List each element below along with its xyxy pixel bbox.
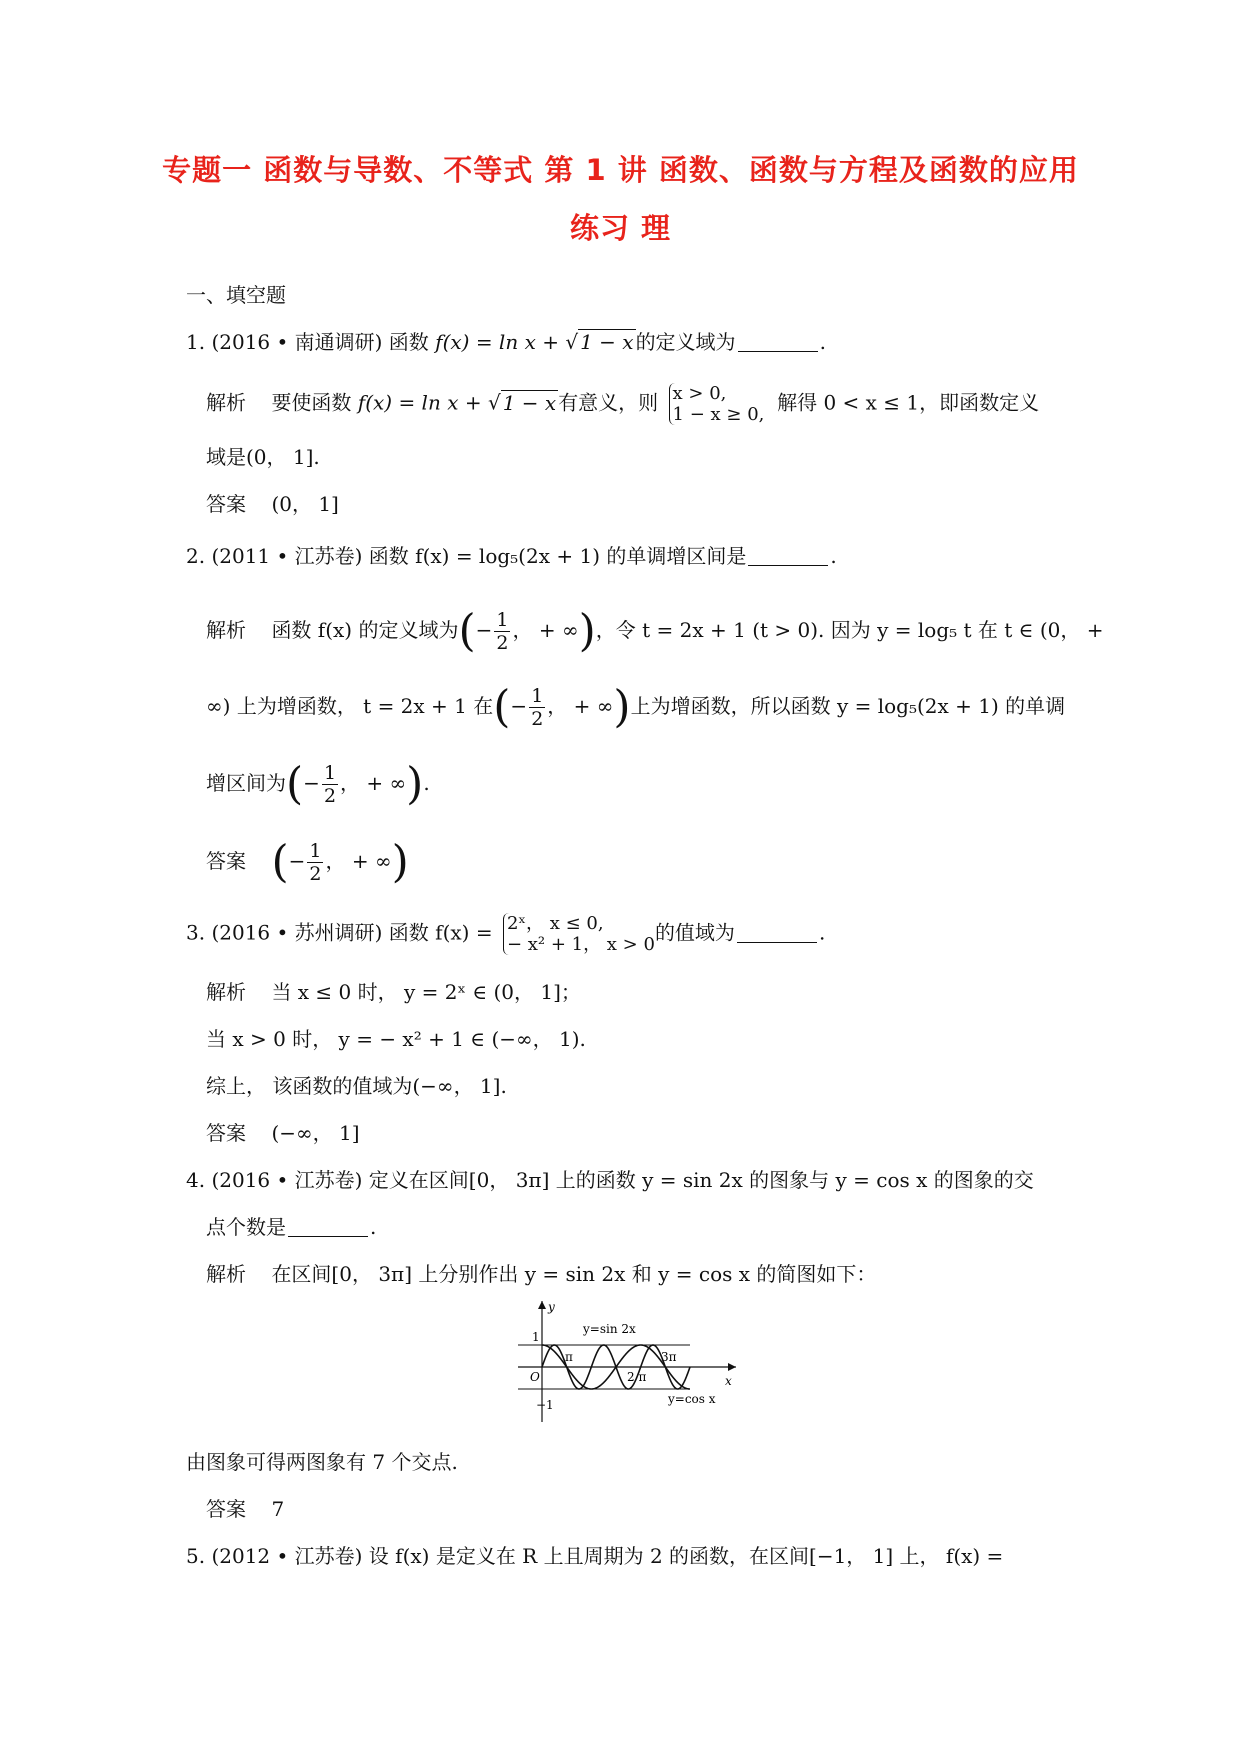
q1-cond-2: 1 − x ≥ 0, bbox=[672, 404, 765, 425]
q3-answer bbox=[206, 1121, 360, 1145]
section-heading: 一、填空题 bbox=[186, 283, 286, 307]
q1-answer-blank bbox=[738, 333, 818, 352]
q1-analysis-label: 解析 bbox=[206, 390, 246, 415]
graph-label-x: x bbox=[725, 1374, 732, 1388]
q1-analysis-c: 解得 0 < x ≤ 1，即函数定义 bbox=[777, 390, 1040, 415]
q4-answer-label: 答案 bbox=[206, 1497, 246, 1521]
x-axis-arrow bbox=[728, 1363, 736, 1371]
graph-label-y: y bbox=[548, 1300, 555, 1314]
title-line-2: 练习 理 bbox=[569, 211, 672, 245]
q3-end: . bbox=[818, 920, 826, 945]
q2-a1: 函数 f(x) 的定义域为 bbox=[271, 618, 459, 642]
graph-label-three-pi: 3π bbox=[661, 1350, 677, 1364]
q2-c-fraction bbox=[322, 762, 338, 807]
q2-answer-blank bbox=[748, 547, 828, 566]
q2-c-frac-num: 1 bbox=[323, 762, 337, 784]
q1-analysis-fx: f(x) = ln x + bbox=[357, 390, 488, 415]
q4-answer-blank bbox=[288, 1218, 368, 1237]
q2-b-fraction bbox=[529, 685, 545, 730]
q2-c-frac-den: 2 bbox=[323, 785, 337, 807]
q3-piece-1: 2ˣ， x ≤ 0, bbox=[506, 913, 604, 934]
q2-c1: 增区间为 bbox=[206, 771, 286, 795]
q4-analysis-label: 解析 bbox=[206, 1262, 246, 1286]
q3-answer-label: 答案 bbox=[206, 1121, 246, 1145]
q2-c-paren-close: ) bbox=[406, 758, 424, 810]
sin-cos-graph bbox=[510, 1297, 740, 1427]
q3-stem-text: 3. (2016 • 苏州调研) 函数 f(x) = bbox=[186, 920, 493, 945]
q2-b1: ∞) 上为增函数， t = 2x + 1 在 bbox=[206, 694, 494, 718]
q1-answer bbox=[206, 492, 339, 516]
q3-stem bbox=[186, 913, 825, 955]
q4-conclusion: 由图象可得两图象有 7 个交点. bbox=[186, 1450, 458, 1474]
q1-analysis-d: 域是(0， 1]. bbox=[206, 445, 320, 469]
graph-label-one: 1 bbox=[532, 1330, 540, 1344]
q3-answer-value: (−∞， 1] bbox=[271, 1121, 360, 1145]
q2-stem bbox=[186, 544, 837, 568]
q1-analysis-b: 有意义，则 bbox=[558, 390, 659, 415]
q2-ans-inf: ， + ∞ bbox=[325, 849, 392, 873]
q2-ans-paren-open: ( bbox=[271, 836, 289, 888]
q4-stem-2 bbox=[206, 1215, 376, 1239]
q1-answer-label: 答案 bbox=[206, 492, 246, 516]
q4-analysis bbox=[206, 1262, 876, 1286]
q4-answer-value: 7 bbox=[271, 1497, 285, 1521]
q3-answer-blank bbox=[737, 924, 817, 943]
q1-function: f(x) = ln x + bbox=[435, 330, 566, 354]
q2-analysis-line-2 bbox=[206, 681, 1065, 731]
q2-ans-fraction bbox=[307, 840, 323, 885]
q2-b-inf: ， + ∞ bbox=[547, 694, 614, 718]
q4-answer bbox=[206, 1497, 284, 1521]
q4-stem-1: 4. (2016 • 江苏卷) 定义在区间[0， 3π] 上的函数 y = sin 2x 的图象与 y = cos x 的图象的交 bbox=[186, 1168, 1034, 1192]
q1-cond-1: x > 0, bbox=[672, 383, 727, 404]
graph-label-pi: π bbox=[565, 1350, 573, 1364]
q2-b-frac-den: 2 bbox=[531, 708, 544, 730]
q2-ans-frac-den: 2 bbox=[309, 863, 322, 885]
q1-answer-value: (0， 1] bbox=[271, 492, 339, 516]
q1-sqrt: 1 − x bbox=[580, 330, 634, 354]
q3-analysis-1 bbox=[206, 980, 581, 1004]
q2-inf: ， + ∞ bbox=[512, 618, 579, 642]
q1-analysis-a: 要使函数 bbox=[271, 390, 358, 415]
q2-minus: − bbox=[475, 618, 493, 642]
q3-piecewise bbox=[503, 913, 655, 955]
q2-analysis-label: 解析 bbox=[206, 618, 246, 642]
title-line-1: 专题一 函数与导数、不等式 第 1 讲 函数、函数与方程及函数的应用 bbox=[162, 153, 1079, 187]
q1-end: . bbox=[819, 330, 826, 354]
q2-frac-den: 2 bbox=[496, 632, 509, 654]
q2-b-frac-num: 1 bbox=[531, 685, 544, 707]
q2-ans-minus: − bbox=[288, 849, 306, 873]
q1-analysis: 解析 要使函数 f(x) = ln x + √ 1 − x 有意义，则 x > 0, 1 − x ≥ 0, 解得 0 < x ≤ 1，即函数定义 bbox=[206, 383, 1040, 425]
q2-fraction bbox=[494, 609, 510, 654]
graph-label-origin: O bbox=[530, 1370, 540, 1384]
graph-label-neg-one: −1 bbox=[536, 1398, 554, 1412]
q3-l1: 当 x ≤ 0 时， y = 2ˣ ∈ (0， 1]； bbox=[271, 980, 581, 1004]
q2-paren-close: ) bbox=[578, 605, 596, 657]
q4-a1: 在区间[0， 3π] 上分别作出 y = sin 2x 和 y = cos x 的简图如下： bbox=[271, 1262, 877, 1286]
q2-ans-frac-num: 1 bbox=[309, 840, 322, 862]
q2-analysis-line-1 bbox=[206, 605, 1103, 655]
graph-label-sin: y=sin 2x bbox=[583, 1322, 636, 1336]
q2-answer-label: 答案 bbox=[206, 849, 246, 873]
q2-analysis-line-3 bbox=[206, 758, 430, 808]
q2-end: . bbox=[830, 544, 837, 568]
y-axis-arrow bbox=[538, 1301, 546, 1309]
q2-b-paren-open: ( bbox=[493, 681, 511, 733]
q2-c2: . bbox=[423, 771, 430, 795]
q1-stem: 1. (2016 • 南通调研) 函数 f(x) = ln x + √ 1 − x 的定义域为 . bbox=[186, 330, 826, 354]
q3-piece-2: − x² + 1， x > 0 bbox=[506, 934, 655, 955]
graph-label-two-pi: 2 π bbox=[627, 1370, 647, 1384]
q2-a2: ，令 t = 2x + 1 (t > 0). 因为 y = log₅ t 在 t ∈ (0， + bbox=[595, 618, 1104, 642]
q1-stem-suffix: 的定义域为 bbox=[635, 330, 736, 354]
q1-condition-brace bbox=[669, 383, 765, 425]
q3-analysis-2: 当 x > 0 时， y = − x² + 1 ∈ (−∞， 1). bbox=[206, 1027, 586, 1051]
q2-c-inf: ， + ∞ bbox=[340, 771, 407, 795]
q3-analysis-3: 综上， 该函数的值域为(−∞， 1]. bbox=[206, 1074, 507, 1098]
q3-suffix: 的值域为 bbox=[654, 920, 735, 945]
q5-stem: 5. (2012 • 江苏卷) 设 f(x) 是定义在 R 上且周期为 2 的函数，在区间[−1， 1] 上， f(x) = bbox=[186, 1544, 1004, 1568]
q2-frac-num: 1 bbox=[496, 609, 509, 631]
q4-stem2-text: 点个数是 bbox=[206, 1215, 286, 1239]
q2-c-minus: − bbox=[303, 771, 320, 795]
q1-analysis-sqrt: 1 − x bbox=[502, 390, 557, 415]
q2-ans-paren-close: ) bbox=[391, 836, 409, 888]
q3-analysis-label: 解析 bbox=[206, 980, 246, 1004]
q2-b-minus: − bbox=[510, 694, 528, 718]
q2-c-paren-open: ( bbox=[286, 758, 304, 810]
q1-stem-prefix: 1. (2016 • 南通调研) 函数 bbox=[186, 330, 436, 354]
graph-label-cos: y=cos x bbox=[668, 1392, 716, 1406]
q2-b2: 上为增函数，所以函数 y = log₅(2x + 1) 的单调 bbox=[630, 694, 1066, 718]
q4-end: . bbox=[370, 1215, 377, 1239]
q2-answer bbox=[206, 836, 409, 886]
q2-b-paren-close: ) bbox=[613, 681, 631, 733]
q2-stem-text: 2. (2011 • 江苏卷) 函数 f(x) = log₅(2x + 1) 的单调增区间是 bbox=[186, 544, 747, 568]
q2-paren-open: ( bbox=[458, 605, 476, 657]
